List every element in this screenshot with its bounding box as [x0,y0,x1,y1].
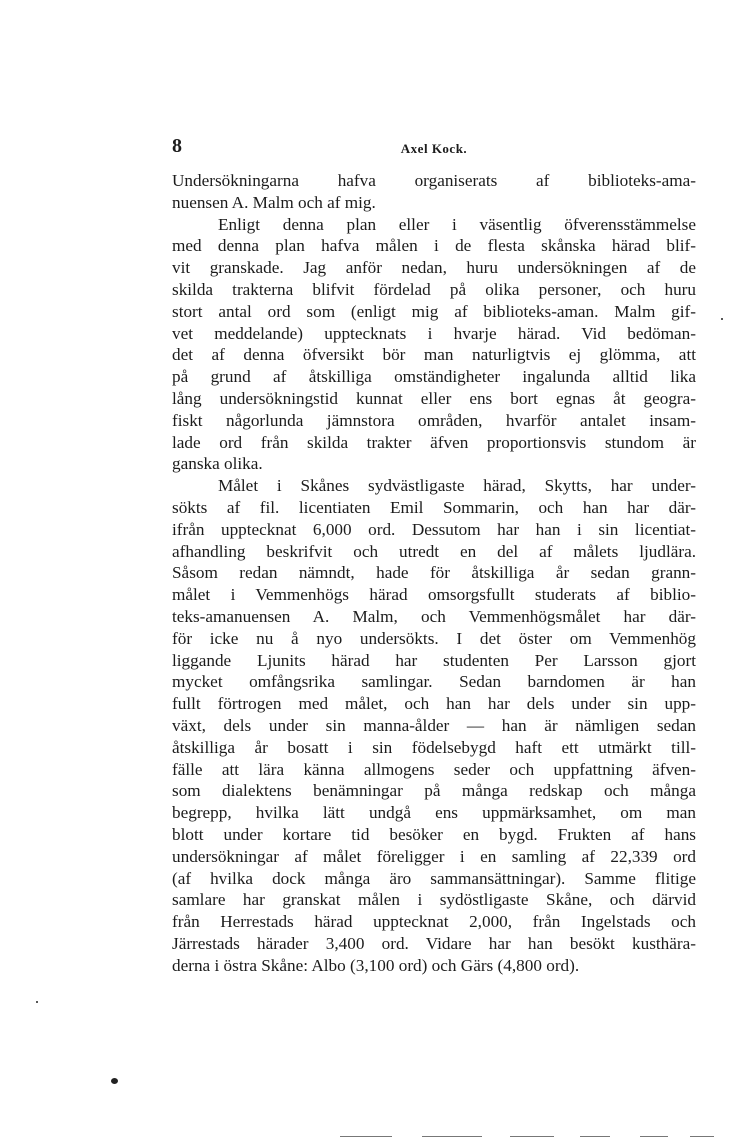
scan-speck [721,318,723,320]
text-line: afhandling beskrifvit och utredt en del af målets ljudlära. [172,541,696,561]
edge-mark [340,1136,392,1137]
text-line: för icke nu å nyo undersökts. I det öster om Vemmenhög [172,628,696,648]
text-line: sökts af fil. licentiaten Emil Sommarin, och han har där- [172,497,696,517]
text-line: ganska olika. [172,454,263,474]
page-number: 8 [172,135,182,157]
text-line: stort antal ord som (enligt mig af biblioteks-aman. Malm gif- [172,301,696,321]
body-text [172,170,696,976]
edge-mark [580,1136,610,1137]
text-line: det af denna öfversikt bör man naturligtvis ej glömma, att [172,345,696,365]
text-line: mycket omfångsrika samlingar. Sedan barndomen är han [172,672,696,692]
scan-speck [36,1001,38,1003]
page-header [172,135,696,159]
text-line: målet i Vemmenhögs härad omsorgsfullt studerats af biblio- [172,585,696,605]
text-line: Målet i Skånes sydvästligaste härad, Skytts, har under- [218,476,696,496]
edge-mark [510,1136,554,1137]
text-line: växt, dels under sin manna-ålder — han är nämligen sedan [172,715,696,735]
scan-edge-marks [340,1136,730,1139]
text-line: blott under kortare tid besöker en bygd. Frukten af hans [172,824,696,844]
text-line: ifrån upptecknat 6,000 ord. Dessutom har han i sin licentiat- [172,519,696,539]
edge-mark [422,1136,482,1137]
text-line: teks-amanuensen A. Malm, och Vemmenhögsmålet har där- [172,606,696,626]
text-line: vet meddelande) upptecknats i hvarje härad. Vid bedöman- [172,323,696,343]
edge-mark [690,1136,714,1137]
text-line: nuensen A. Malm och af mig. [172,192,376,212]
text-line: med denna plan hafva målen i de flesta skånska härad blif- [172,236,696,256]
text-line: som dialektens benämningar på många redskap och många [172,781,696,801]
text-line: fiskt någorlunda jämnstora områden, hvarför antalet insam- [172,410,696,430]
text-line: (af hvilka dock många äro sammansättningar). Samme flitige [172,868,696,888]
text-line: samlare har granskat målen i sydöstligaste Skåne, och därvid [172,890,696,910]
text-line: begrepp, hvilka lätt undgå ens uppmärksamhet, om man [172,803,696,823]
text-line: liggande Ljunits härad har studenten Per Larsson gjort [172,650,696,670]
text-line: åtskilliga år bosatt i sin födelsebygd haft ett utmärkt till- [172,737,696,757]
text-line: undersökningar af målet föreligger i en samling af 22,339 ord [172,846,696,866]
text-line: lade ord från skilda trakter äfven proportionsvis stundom är [172,432,696,452]
text-line: från Herrestads härad upptecknat 2,000, från Ingelstads och [172,912,696,932]
scan-speck [111,1078,118,1084]
running-head: Axel Kock. [400,141,468,156]
text-line: Järrestads härader 3,400 ord. Vidare har han besökt kusthära- [172,933,696,953]
text-line: Enligt denna plan eller i väsentlig öfverensstämmelse [218,214,696,234]
text-line: derna i östra Skåne: Albo (3,100 ord) och Gärs (4,800 ord). [172,955,580,975]
text-line: fullt förtrogen med målet, och han har dels under sin upp- [172,694,696,714]
text-line: Undersökningarna hafva organiserats af biblioteks-ama- [172,171,696,190]
text-line: Såsom redan nämndt, hade för åtskilliga år sedan grann- [172,563,696,583]
text-line: skilda trakterna blifvit fördelad på olika personer, och huru [172,279,696,299]
edge-mark [640,1136,668,1137]
text-line: på grund af åtskilliga omständigheter ingalunda alltid lika [172,367,696,387]
text-line: vit granskade. Jag anför nedan, huru undersökningen af de [172,258,696,278]
text-line: lång undersökningstid kunnat eller ens bort egnas åt geogra- [172,388,696,408]
text-line: fälle att lära känna allmogens seder och uppfattning äfven- [172,759,696,779]
